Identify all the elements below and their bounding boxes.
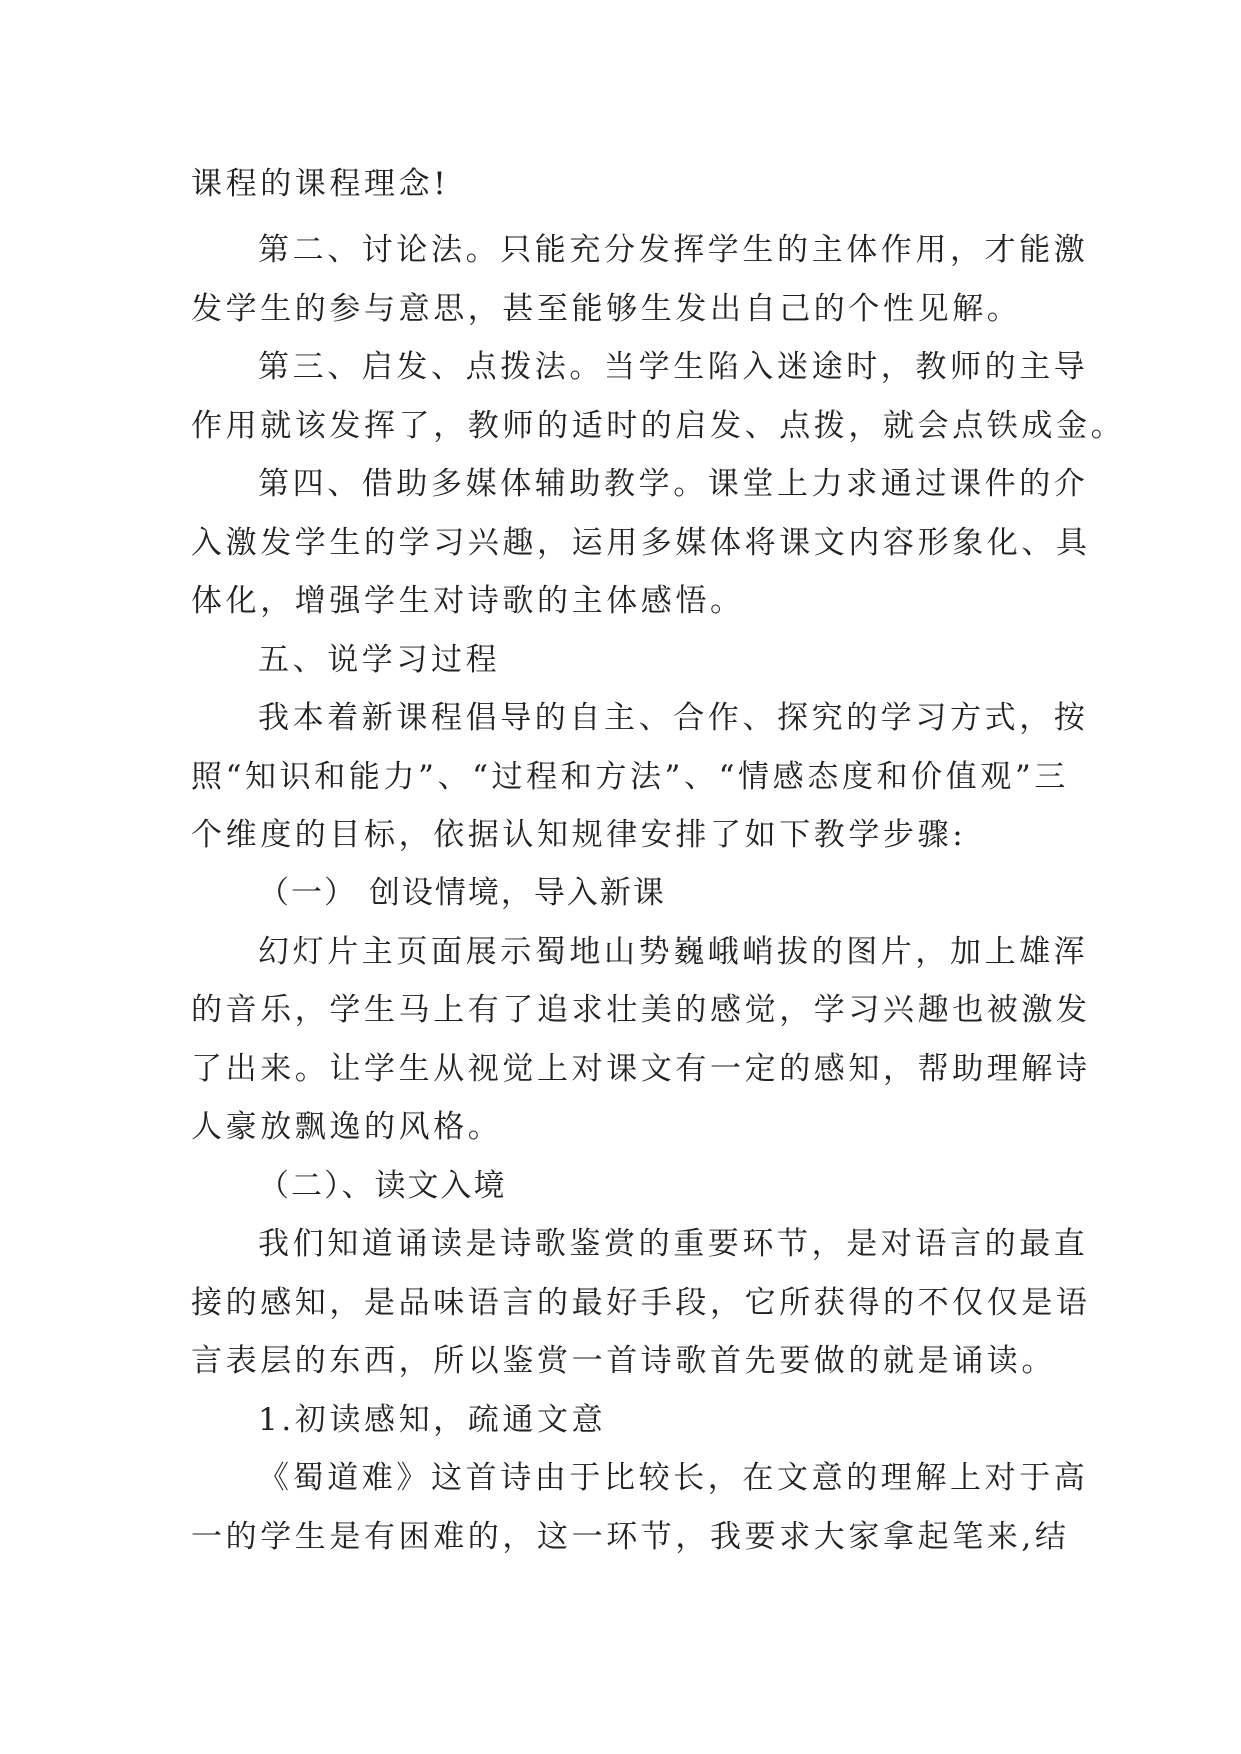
text-line: 作用就该发挥了，教师的适时的启发、点拨，就会点铁成金。: [191, 408, 1126, 444]
text-line: 《蜀道难》这首诗由于比较长，在文意的理解上对于高: [258, 1460, 1089, 1496]
text-line: 幻灯片主页面展示蜀地山势巍峨峭拔的图片，加上雄浑: [258, 934, 1089, 970]
text-line: 课程的课程理念!: [191, 166, 450, 202]
text-line: 言表层的东西，所以鉴赏一首诗歌首先要做的就是诵读。: [191, 1343, 1056, 1379]
text-line: 第二、讨论法。只能充分发挥学生的主体作用，才能激: [258, 232, 1089, 268]
text-line: 入激发学生的学习兴趣，运用多媒体将课文内容形象化、具: [191, 525, 1091, 561]
text-line: 我本着新课程倡导的自主、合作、探究的学习方式，按: [258, 700, 1089, 736]
text-line: 的音乐，学生马上有了追求壮美的感觉，学习兴趣也被激发: [191, 992, 1091, 1028]
text-line: 第三、启发、点拨法。当学生陷入迷途时，教师的主导: [258, 349, 1089, 385]
section-heading: 五、说学习过程: [258, 642, 501, 678]
numbered-heading: 1.初读感知，疏通文意: [258, 1402, 607, 1438]
text-line: 个维度的目标，依据认知规律安排了如下教学步骤:: [191, 817, 967, 853]
text-line: 了出来。让学生从视觉上对课文有一定的感知，帮助理解诗: [191, 1051, 1091, 1087]
text-line: 发学生的参与意思，甚至能够生发出自己的个性见解。: [191, 291, 1022, 327]
text-line: 我们知道诵读是诗歌鉴赏的重要环节，是对语言的最直: [258, 1226, 1089, 1262]
text-line: 接的感知，是品味语言的最好手段，它所获得的不仅仅是语: [191, 1285, 1091, 1321]
subsection-heading: （二）、读文入境: [258, 1168, 507, 1204]
text-line: 体化，增强学生对诗歌的主体感悟。: [191, 583, 745, 619]
text-line: 照“知识和能力”、“过程和方法”、“情感态度和价值观”三: [191, 759, 1069, 795]
text-line: 第四、借助多媒体辅助教学。课堂上力求通过课件的介: [258, 466, 1089, 502]
text-line: 一的学生是有困难的，这一环节，我要求大家拿起笔来,结: [191, 1519, 1070, 1555]
text-line: 人豪放飘逸的风格。: [191, 1109, 503, 1145]
subsection-heading: （一） 创设情境，导入新课: [258, 875, 666, 911]
